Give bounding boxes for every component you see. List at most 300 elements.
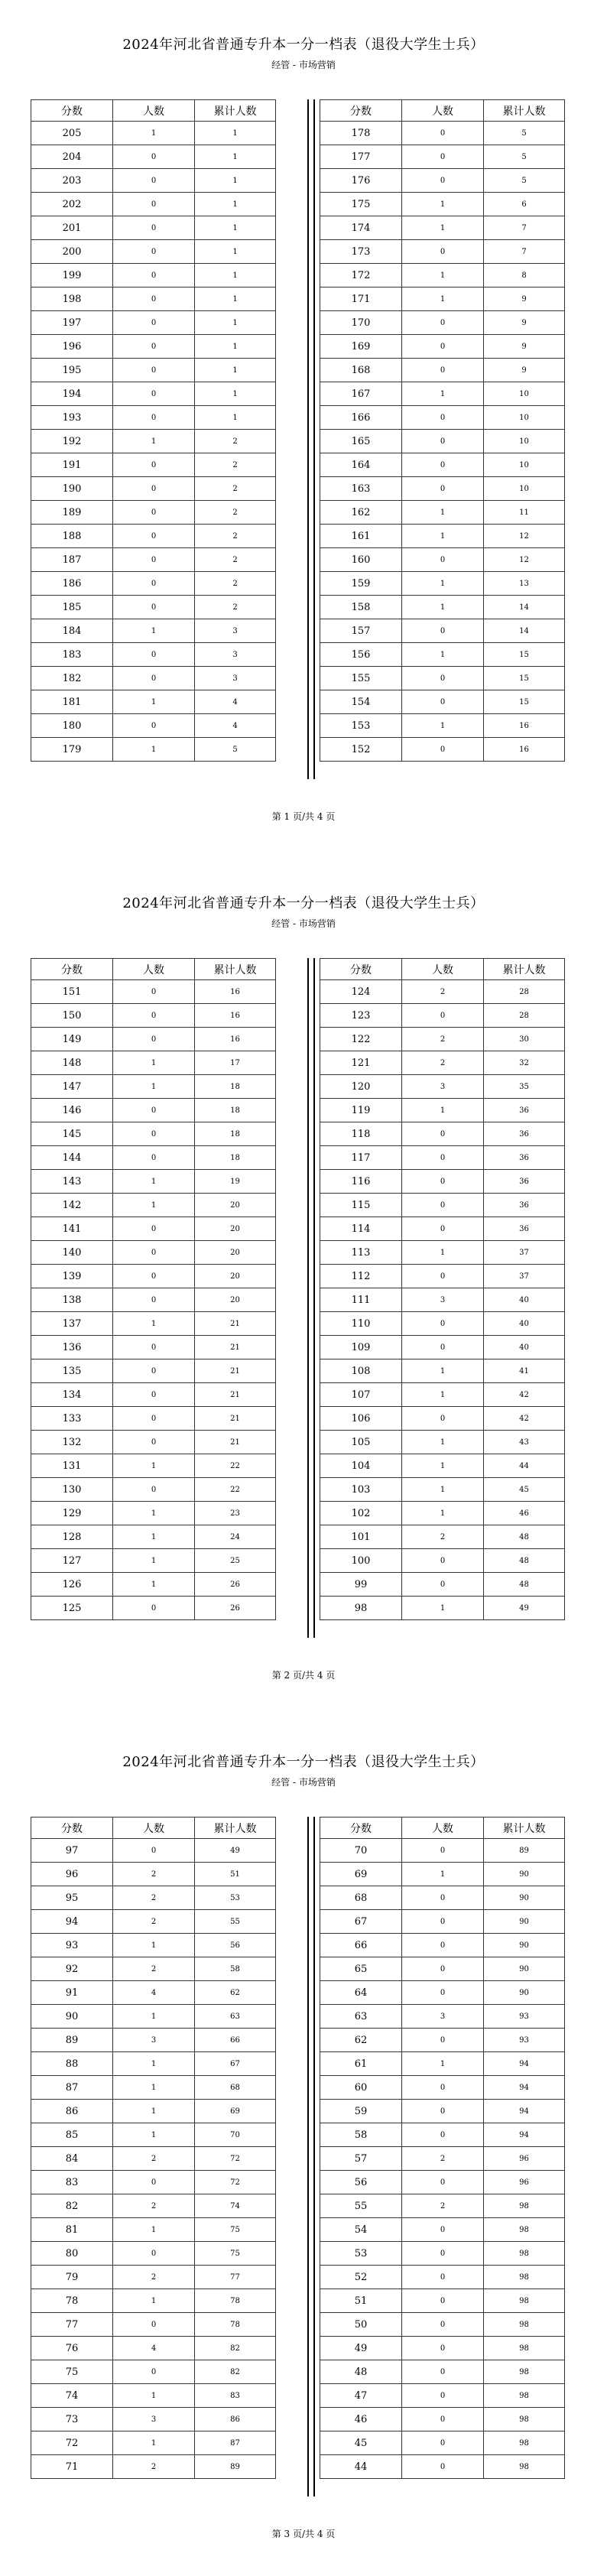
cumulative-cell: 42 xyxy=(484,1407,565,1431)
cumulative-cell: 16 xyxy=(195,980,276,1004)
table-row xyxy=(31,193,276,216)
score-cell: 106 xyxy=(320,1407,402,1431)
cumulative-cell: 1 xyxy=(195,122,276,145)
table-row xyxy=(320,1502,565,1525)
score-cell: 64 xyxy=(320,1981,402,2005)
score-cell: 133 xyxy=(31,1407,113,1431)
column-divider xyxy=(307,958,315,1638)
cumulative-cell: 14 xyxy=(484,619,565,643)
count-cell: 0 xyxy=(402,667,484,690)
score-cell: 170 xyxy=(320,311,402,335)
count-cell: 0 xyxy=(113,2360,195,2384)
score-cell: 195 xyxy=(31,359,113,382)
table-row xyxy=(320,1573,565,1597)
count-cell: 0 xyxy=(402,2431,484,2455)
table-row xyxy=(31,1597,276,1620)
count-cell: 0 xyxy=(402,240,484,264)
header-score: 分数 xyxy=(31,959,113,980)
score-cell: 101 xyxy=(320,1525,402,1549)
count-cell: 0 xyxy=(402,406,484,430)
count-cell: 0 xyxy=(113,477,195,501)
table-row xyxy=(320,2289,565,2313)
table-row xyxy=(31,2147,276,2171)
count-cell: 1 xyxy=(402,501,484,525)
header-count: 人数 xyxy=(113,959,195,980)
table-row xyxy=(31,1573,276,1597)
count-cell: 1 xyxy=(113,2431,195,2455)
count-cell: 2 xyxy=(402,1028,484,1051)
count-cell: 1 xyxy=(402,1863,484,1886)
score-cell: 148 xyxy=(31,1051,113,1075)
score-cell: 156 xyxy=(320,643,402,667)
count-cell: 2 xyxy=(113,1863,195,1886)
score-cell: 58 xyxy=(320,2123,402,2147)
table-row xyxy=(320,335,565,359)
header-score: 分数 xyxy=(320,959,402,980)
table-header-row xyxy=(320,1817,565,1839)
score-cell: 44 xyxy=(320,2455,402,2479)
count-cell: 0 xyxy=(402,1910,484,1934)
count-cell: 0 xyxy=(113,501,195,525)
table-row xyxy=(320,980,565,1004)
count-cell: 1 xyxy=(402,1502,484,1525)
cumulative-cell: 36 xyxy=(484,1217,565,1241)
score-cell: 160 xyxy=(320,548,402,572)
table-row xyxy=(320,2266,565,2289)
score-cell: 132 xyxy=(31,1431,113,1454)
table-row xyxy=(320,216,565,240)
table-row xyxy=(31,2384,276,2408)
table-row xyxy=(320,1478,565,1502)
count-cell: 0 xyxy=(113,1288,195,1312)
score-cell: 146 xyxy=(31,1099,113,1122)
table-row xyxy=(31,477,276,501)
cumulative-cell: 19 xyxy=(195,1170,276,1194)
count-cell: 1 xyxy=(113,2218,195,2242)
count-cell: 1 xyxy=(113,1194,195,1217)
table-row xyxy=(31,2171,276,2194)
score-cell: 75 xyxy=(31,2360,113,2384)
score-cell: 107 xyxy=(320,1383,402,1407)
score-cell: 108 xyxy=(320,1359,402,1383)
table-row xyxy=(320,2029,565,2052)
cumulative-cell: 90 xyxy=(484,1981,565,2005)
table-row xyxy=(320,1122,565,1146)
table-row xyxy=(31,359,276,382)
table-row xyxy=(31,1454,276,1478)
table-row xyxy=(320,619,565,643)
cumulative-cell: 4 xyxy=(195,690,276,714)
cumulative-cell: 87 xyxy=(195,2431,276,2455)
count-cell: 0 xyxy=(402,2242,484,2266)
score-cell: 159 xyxy=(320,572,402,596)
count-cell: 1 xyxy=(113,2123,195,2147)
score-cell: 174 xyxy=(320,216,402,240)
count-cell: 2 xyxy=(402,2194,484,2218)
score-cell: 53 xyxy=(320,2242,402,2266)
cumulative-cell: 63 xyxy=(195,2005,276,2029)
table-row xyxy=(320,690,565,714)
count-cell: 0 xyxy=(402,2384,484,2408)
count-cell: 1 xyxy=(402,1359,484,1383)
table-row xyxy=(31,1525,276,1549)
cumulative-cell: 2 xyxy=(195,477,276,501)
score-cell: 115 xyxy=(320,1194,402,1217)
count-cell: 1 xyxy=(113,1170,195,1194)
table-row xyxy=(31,1217,276,1241)
score-cell: 47 xyxy=(320,2384,402,2408)
score-cell: 197 xyxy=(31,311,113,335)
header-cumulative: 累计人数 xyxy=(195,100,276,122)
score-cell: 62 xyxy=(320,2029,402,2052)
table-row xyxy=(31,145,276,169)
score-cell: 112 xyxy=(320,1265,402,1288)
count-cell: 0 xyxy=(402,169,484,193)
score-cell: 67 xyxy=(320,1910,402,1934)
score-cell: 113 xyxy=(320,1241,402,1265)
cumulative-cell: 8 xyxy=(484,264,565,287)
count-cell: 0 xyxy=(113,1478,195,1502)
score-cell: 141 xyxy=(31,1217,113,1241)
count-cell: 0 xyxy=(113,264,195,287)
cumulative-cell: 20 xyxy=(195,1194,276,1217)
cumulative-cell: 70 xyxy=(195,2123,276,2147)
cumulative-cell: 96 xyxy=(484,2147,565,2171)
count-cell: 3 xyxy=(113,2408,195,2431)
table-row xyxy=(320,667,565,690)
count-cell: 1 xyxy=(402,1597,484,1620)
count-cell: 1 xyxy=(402,1431,484,1454)
table-row xyxy=(31,1051,276,1075)
cumulative-cell: 90 xyxy=(484,1957,565,1981)
count-cell: 0 xyxy=(402,2455,484,2479)
table-row xyxy=(320,2384,565,2408)
score-cell: 155 xyxy=(320,667,402,690)
table-row xyxy=(31,2408,276,2431)
page-title: 2024年河北省普通专升本一分一档表（退役大学生士兵） xyxy=(122,1754,485,1770)
count-cell: 0 xyxy=(402,2360,484,2384)
page-subtitle: 经管 - 市场营销 xyxy=(271,1777,336,1788)
count-cell: 1 xyxy=(113,122,195,145)
table-row xyxy=(320,477,565,501)
count-cell: 0 xyxy=(402,2218,484,2242)
score-cell: 158 xyxy=(320,596,402,619)
cumulative-cell: 1 xyxy=(195,193,276,216)
cumulative-cell: 78 xyxy=(195,2313,276,2337)
table-row xyxy=(320,1383,565,1407)
score-cell: 154 xyxy=(320,690,402,714)
table-row xyxy=(320,1863,565,1886)
table-row xyxy=(320,1051,565,1075)
cumulative-cell: 2 xyxy=(195,453,276,477)
score-cell: 88 xyxy=(31,2052,113,2076)
table-row xyxy=(31,1170,276,1194)
score-cell: 83 xyxy=(31,2171,113,2194)
table-row xyxy=(320,738,565,762)
count-cell: 0 xyxy=(113,1431,195,1454)
cumulative-cell: 1 xyxy=(195,359,276,382)
page-title: 2024年河北省普通专升本一分一档表（退役大学生士兵） xyxy=(122,895,485,911)
count-cell: 0 xyxy=(402,1407,484,1431)
cumulative-cell: 1 xyxy=(195,335,276,359)
table-row xyxy=(320,406,565,430)
table-row xyxy=(31,1099,276,1122)
cumulative-cell: 15 xyxy=(484,643,565,667)
score-cell: 90 xyxy=(31,2005,113,2029)
score-cell: 142 xyxy=(31,1194,113,1217)
page-footer: 第 2 页/共 4 页 xyxy=(271,1670,336,1681)
table-row xyxy=(320,2408,565,2431)
cumulative-cell: 28 xyxy=(484,1004,565,1028)
count-cell: 0 xyxy=(402,2100,484,2123)
cumulative-cell: 5 xyxy=(484,169,565,193)
table-header-row xyxy=(320,959,565,980)
count-cell: 0 xyxy=(402,1957,484,1981)
cumulative-cell: 69 xyxy=(195,2100,276,2123)
table-row xyxy=(31,548,276,572)
count-cell: 0 xyxy=(113,1241,195,1265)
count-cell: 0 xyxy=(402,2289,484,2313)
count-cell: 1 xyxy=(113,2100,195,2123)
table-header-row xyxy=(320,100,565,122)
count-cell: 4 xyxy=(113,1981,195,2005)
count-cell: 0 xyxy=(402,430,484,453)
count-cell: 0 xyxy=(113,525,195,548)
cumulative-cell: 98 xyxy=(484,2384,565,2408)
score-cell: 139 xyxy=(31,1265,113,1288)
table-row xyxy=(320,2171,565,2194)
count-cell: 0 xyxy=(113,359,195,382)
count-cell: 0 xyxy=(402,145,484,169)
count-cell: 0 xyxy=(402,2171,484,2194)
cumulative-cell: 98 xyxy=(484,2431,565,2455)
cumulative-cell: 98 xyxy=(484,2360,565,2384)
count-cell: 0 xyxy=(402,619,484,643)
score-cell: 65 xyxy=(320,1957,402,1981)
count-cell: 0 xyxy=(113,1336,195,1359)
count-cell: 0 xyxy=(113,596,195,619)
cumulative-cell: 82 xyxy=(195,2360,276,2384)
score-cell: 175 xyxy=(320,193,402,216)
cumulative-cell: 94 xyxy=(484,2052,565,2076)
count-cell: 2 xyxy=(113,2455,195,2479)
count-cell: 1 xyxy=(402,1383,484,1407)
score-cell: 182 xyxy=(31,667,113,690)
count-cell: 1 xyxy=(113,1934,195,1957)
count-cell: 1 xyxy=(402,287,484,311)
table-row xyxy=(31,1004,276,1028)
table-row xyxy=(31,2360,276,2384)
cumulative-cell: 20 xyxy=(195,1288,276,1312)
count-cell: 0 xyxy=(402,2266,484,2289)
cumulative-cell: 45 xyxy=(484,1478,565,1502)
table-row xyxy=(31,2076,276,2100)
table-row xyxy=(31,1957,276,1981)
cumulative-cell: 15 xyxy=(484,667,565,690)
score-cell: 153 xyxy=(320,714,402,738)
score-cell: 80 xyxy=(31,2242,113,2266)
table-row xyxy=(320,714,565,738)
score-table-left xyxy=(31,958,276,1620)
cumulative-cell: 98 xyxy=(484,2242,565,2266)
header-cumulative: 累计人数 xyxy=(195,1817,276,1839)
score-cell: 176 xyxy=(320,169,402,193)
score-cell: 78 xyxy=(31,2289,113,2313)
score-cell: 164 xyxy=(320,453,402,477)
cumulative-cell: 53 xyxy=(195,1886,276,1910)
score-cell: 110 xyxy=(320,1312,402,1336)
score-cell: 66 xyxy=(320,1934,402,1957)
score-cell: 46 xyxy=(320,2408,402,2431)
cumulative-cell: 21 xyxy=(195,1407,276,1431)
count-cell: 1 xyxy=(113,619,195,643)
table-row xyxy=(31,169,276,193)
score-cell: 165 xyxy=(320,430,402,453)
count-cell: 1 xyxy=(113,2384,195,2408)
table-row xyxy=(320,1288,565,1312)
header-score: 分数 xyxy=(31,100,113,122)
score-cell: 188 xyxy=(31,525,113,548)
cumulative-cell: 16 xyxy=(195,1004,276,1028)
score-cell: 124 xyxy=(320,980,402,1004)
count-cell: 0 xyxy=(402,548,484,572)
cumulative-cell: 98 xyxy=(484,2218,565,2242)
score-cell: 163 xyxy=(320,477,402,501)
cumulative-cell: 75 xyxy=(195,2218,276,2242)
table-row xyxy=(320,596,565,619)
table-row xyxy=(320,1934,565,1957)
table-row xyxy=(320,430,565,453)
cumulative-cell: 3 xyxy=(195,619,276,643)
table-header-row xyxy=(31,959,276,980)
score-cell: 198 xyxy=(31,287,113,311)
cumulative-cell: 36 xyxy=(484,1122,565,1146)
score-cell: 126 xyxy=(31,1573,113,1597)
score-cell: 143 xyxy=(31,1170,113,1194)
count-cell: 1 xyxy=(113,690,195,714)
cumulative-cell: 18 xyxy=(195,1146,276,1170)
table-row xyxy=(320,359,565,382)
table-row xyxy=(31,1910,276,1934)
count-cell: 2 xyxy=(402,1525,484,1549)
count-cell: 0 xyxy=(402,335,484,359)
score-cell: 135 xyxy=(31,1359,113,1383)
count-cell: 0 xyxy=(402,453,484,477)
count-cell: 0 xyxy=(113,667,195,690)
score-table-page xyxy=(0,859,607,1717)
table-row xyxy=(31,1549,276,1573)
score-cell: 123 xyxy=(320,1004,402,1028)
score-cell: 116 xyxy=(320,1170,402,1194)
score-cell: 56 xyxy=(320,2171,402,2194)
count-cell: 1 xyxy=(113,738,195,762)
score-cell: 138 xyxy=(31,1288,113,1312)
table-row xyxy=(320,1194,565,1217)
count-cell: 3 xyxy=(402,1075,484,1099)
count-cell: 0 xyxy=(113,1028,195,1051)
score-cell: 74 xyxy=(31,2384,113,2408)
count-cell: 2 xyxy=(113,1886,195,1910)
header-score: 分数 xyxy=(320,1817,402,1839)
table-row xyxy=(31,382,276,406)
count-cell: 0 xyxy=(402,2313,484,2337)
count-cell: 0 xyxy=(402,1839,484,1863)
cumulative-cell: 49 xyxy=(484,1597,565,1620)
table-row xyxy=(31,2266,276,2289)
cumulative-cell: 62 xyxy=(195,1981,276,2005)
count-cell: 1 xyxy=(113,2052,195,2076)
table-row xyxy=(320,1981,565,2005)
table-row xyxy=(320,1454,565,1478)
score-cell: 161 xyxy=(320,525,402,548)
cumulative-cell: 48 xyxy=(484,1549,565,1573)
cumulative-cell: 28 xyxy=(484,980,565,1004)
score-table-page xyxy=(0,0,607,859)
score-cell: 96 xyxy=(31,1863,113,1886)
table-row xyxy=(31,2313,276,2337)
table-row xyxy=(320,1839,565,1863)
count-cell: 0 xyxy=(402,1886,484,1910)
cumulative-cell: 1 xyxy=(195,216,276,240)
cumulative-cell: 12 xyxy=(484,548,565,572)
count-cell: 0 xyxy=(402,1194,484,1217)
count-cell: 0 xyxy=(113,714,195,738)
score-cell: 203 xyxy=(31,169,113,193)
score-cell: 72 xyxy=(31,2431,113,2455)
table-row xyxy=(320,2194,565,2218)
count-cell: 2 xyxy=(402,980,484,1004)
count-cell: 1 xyxy=(402,216,484,240)
table-row xyxy=(320,1525,565,1549)
count-cell: 0 xyxy=(402,2029,484,2052)
table-row xyxy=(320,2360,565,2384)
cumulative-cell: 94 xyxy=(484,2123,565,2147)
cumulative-cell: 72 xyxy=(195,2147,276,2171)
table-row xyxy=(31,264,276,287)
table-row xyxy=(320,287,565,311)
table-row xyxy=(31,572,276,596)
table-row xyxy=(31,1146,276,1170)
cumulative-cell: 18 xyxy=(195,1099,276,1122)
table-row xyxy=(320,1597,565,1620)
score-cell: 157 xyxy=(320,619,402,643)
count-cell: 0 xyxy=(113,572,195,596)
cumulative-cell: 3 xyxy=(195,667,276,690)
count-cell: 1 xyxy=(402,382,484,406)
table-row xyxy=(31,714,276,738)
table-row xyxy=(31,2218,276,2242)
score-cell: 102 xyxy=(320,1502,402,1525)
score-table-right xyxy=(320,1817,565,2479)
table-row xyxy=(320,169,565,193)
count-cell: 0 xyxy=(113,216,195,240)
cumulative-cell: 74 xyxy=(195,2194,276,2218)
table-row xyxy=(31,122,276,145)
cumulative-cell: 16 xyxy=(195,1028,276,1051)
table-row xyxy=(31,2123,276,2147)
count-cell: 0 xyxy=(113,240,195,264)
count-cell: 0 xyxy=(402,311,484,335)
score-cell: 103 xyxy=(320,1478,402,1502)
cumulative-cell: 36 xyxy=(484,1194,565,1217)
cumulative-cell: 98 xyxy=(484,2455,565,2479)
table-row xyxy=(31,2100,276,2123)
table-row xyxy=(320,1886,565,1910)
count-cell: 0 xyxy=(402,2337,484,2360)
cumulative-cell: 24 xyxy=(195,1525,276,1549)
score-cell: 86 xyxy=(31,2100,113,2123)
header-count: 人数 xyxy=(402,100,484,122)
